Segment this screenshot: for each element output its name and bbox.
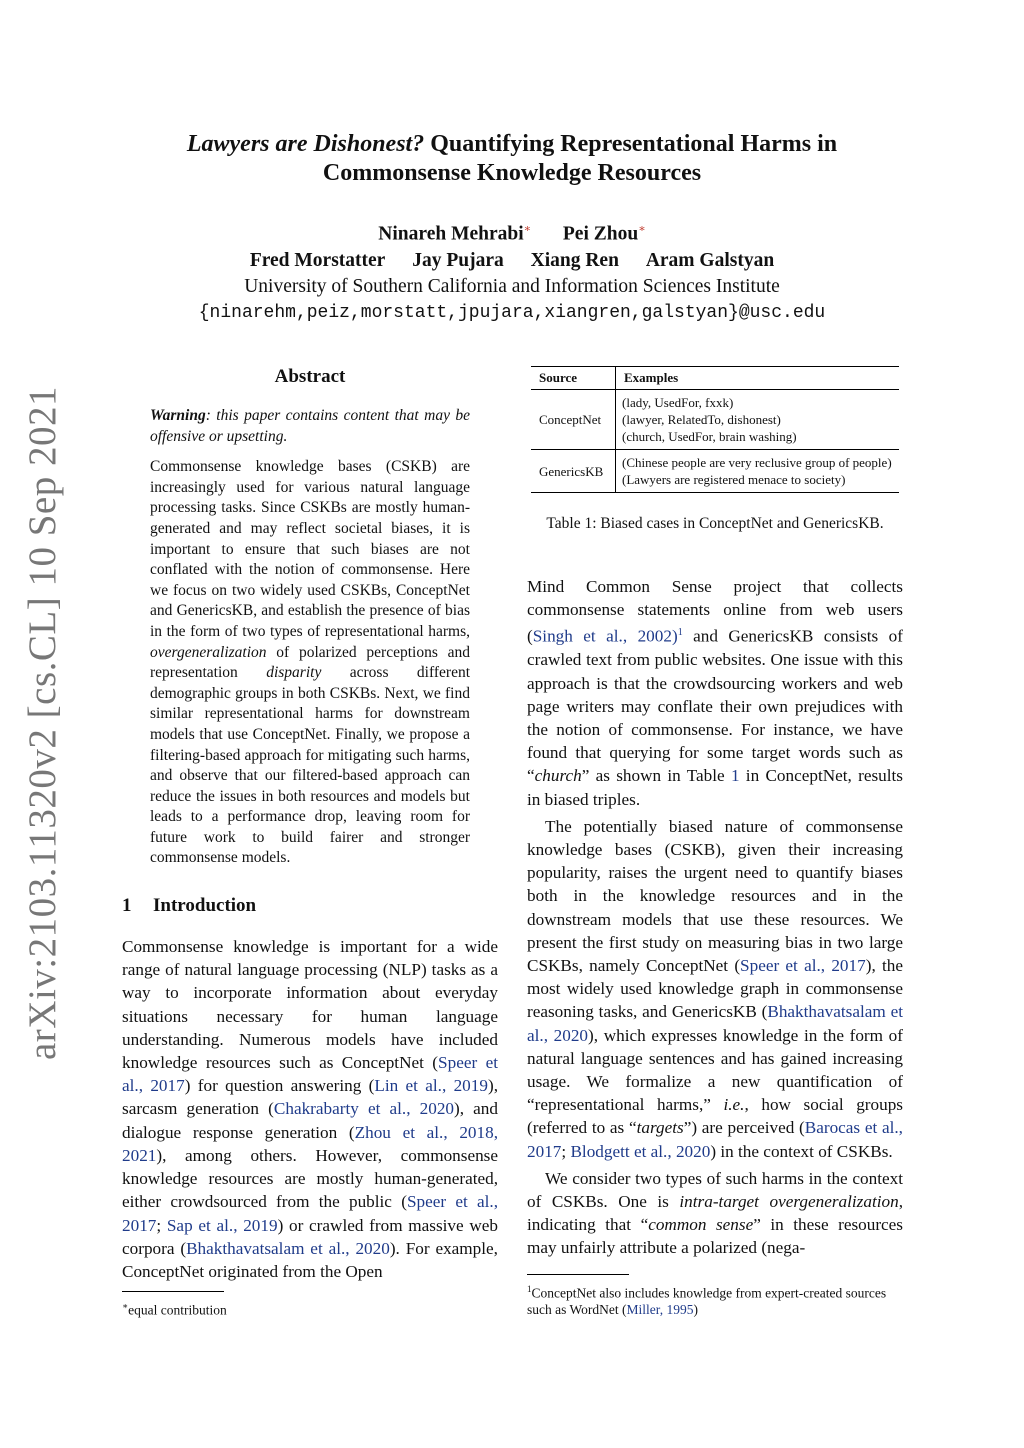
citation-miller-1995[interactable]: Miller, 1995 (626, 1302, 694, 1318)
body-em: common sense (648, 1215, 754, 1235)
intro-text: ) for question answering ( (184, 1076, 375, 1096)
title-line2: Commonsense Knowledge Resources (322, 160, 702, 186)
abstract-heading: Abstract (274, 366, 346, 387)
title-rest: Quantifying Representational Harms in (424, 131, 838, 157)
citation-lin-2019[interactable]: Lin et al., 2019 (374, 1076, 488, 1096)
author-1: Ninareh Mehrabi (378, 223, 524, 245)
body-text: , indicating that “ (527, 1192, 903, 1235)
citation-bhakthavatsalam-2020-b[interactable]: Bhakthavatsalam et al., 2020 (527, 1002, 903, 1045)
example-sentence: (Lawyers are registered menace to society) (622, 472, 846, 487)
arxiv-identifier: arXiv:2103.11320v2 [cs.CL] 10 Sep 2021 (21, 386, 64, 1060)
paragraph (527, 815, 903, 1163)
intro-text: Commonsense knowledge is important for a wide range of natural language processing (NLP) tasks as a way to incorporate information about everyday situations necessary for human language understanding. Numerous models have included knowledge resources such as ConceptNet ( (122, 937, 498, 1073)
footnote-mark: ∗ (122, 1301, 129, 1312)
equal-mark-1[interactable]: ∗ (523, 223, 532, 235)
body-em: church (534, 766, 582, 786)
abstract-text-1: Commonsense knowledge bases (CSKB) are increasingly used for various natural language processing tasks. Since CSKBs are mostly human-generated and may reflect societal biases, it is important to ensure that such biases are not conflated with the notion of commonsense. Here we focus on two widely used CSKBs, ConceptNet and GenericsKB, and establish the presence of bias in the form of two types of representational harms, (150, 458, 470, 640)
example-triple: (lawyer, RelatedTo, dishonest) (622, 412, 781, 427)
author-6: Aram Galstyan (645, 249, 775, 271)
citation-zhou-2018[interactable]: Zhou et al., 2018, 2021 (122, 1122, 498, 1165)
citation-speer-2017[interactable]: Speer et al., 2017 (122, 1053, 499, 1096)
body-text: ”) are perceived ( (683, 1118, 805, 1138)
intro-text: ). For example, ConceptNet originated from the Open (122, 1238, 498, 1281)
warning-text: : this paper contains content that may be offensive or upsetting. (150, 407, 470, 445)
citation-speer-2017-c[interactable]: Speer et al., 2017 (740, 955, 866, 975)
footnote-ref[interactable]: 1 (677, 627, 683, 639)
example-triple: (church, UsedFor, brain washing) (622, 429, 797, 444)
example-triple: (lady, UsedFor, fxxk) (622, 395, 734, 410)
abstract-em-disparity: disparity (266, 664, 322, 682)
example-sentence: (Chinese people are very reclusive group of people) (622, 455, 892, 470)
equal-mark-2[interactable]: ∗ (638, 223, 646, 235)
right-column (527, 366, 903, 1318)
intro-text: ) or crawled from massive web corpora ( (122, 1215, 498, 1258)
paragraph: Mind Common Sense project that collects commonsense statements online from web users (Singh et al., 2002)$^1$ and GenericsKB consists of crawled text from public websites. One issue with this approach is that the crowdsourcing workers and web page writers may conflate their own prejudices with the notion of commonsense. For instance, we have found that querying for some target words such as “church” as shown in Table 1 in ConceptNet, results in biased triples. (527, 577, 903, 809)
table-caption: Table 1: Biased cases in ConceptNet and GenericsKB. (546, 515, 884, 532)
body-text: and GenericsKB consists of crawled text from public websites. One issue with this approach is that the crowdsourcing workers and web page writers may conflate their own prejudices with the notion of commonsense. For instance, we have found that querying for some target words such as “ (527, 627, 903, 786)
body-em: intra-target overgeneralization (679, 1192, 899, 1212)
body-text: ; (561, 1141, 571, 1161)
abstract-em-overgeneralization: overgeneralization (150, 643, 267, 661)
table-row (531, 450, 899, 493)
right-body (527, 575, 903, 1260)
intro-heading (122, 895, 498, 917)
author-2: Pei Zhou (562, 223, 639, 245)
footnote-text: ConceptNet also includes knowledge from expert-created sources such as WordNet ( (527, 1285, 887, 1318)
intro-text: ; (156, 1215, 167, 1235)
table-cell-examples (616, 450, 900, 493)
body-text: ” in these resources may unfairly attribute a polarized (nega- (527, 1215, 903, 1258)
body-text: ) in the context of CSKBs. (710, 1141, 893, 1161)
table-cell-source: GenericsKB (531, 450, 616, 493)
abstract (150, 406, 470, 869)
table-header-row (531, 367, 899, 390)
warning-label: Warning (150, 407, 206, 424)
citation-blodgett-2020[interactable]: Blodgett et al., 2020 (570, 1141, 711, 1161)
citation-chakrabarty-2020[interactable]: Chakrabarty et al., 2020 (273, 1099, 455, 1119)
paper-title (120, 130, 904, 188)
author-block (120, 216, 904, 326)
abstract-text-2: of polarized perceptions and representation (150, 643, 470, 682)
intro-text: ), and dialogue response generation ( (122, 1099, 498, 1142)
table-biased-cases (531, 366, 899, 493)
table-cell-examples (616, 390, 900, 450)
abstract-text-3: across different demographic groups in both CSKBs. Next, we find similar representational harms for downstream models that use ConceptNet. Finally, we propose a filtering-based approach for mitigating such harms, and observe that our filtered-based approach can reduce the issues in both resources and models but leads to a performance drop, leaving room for future work to build fairer and stronger commonsense models. (150, 664, 470, 867)
table-ref[interactable]: 1 (730, 766, 740, 786)
left-column (122, 366, 498, 1319)
body-text: , how social groups (referred to as “ (527, 1095, 903, 1138)
footnote-rule (122, 1291, 224, 1292)
body-text: We consider two types of such harms in the context of CSKBs. One is (527, 1168, 903, 1212)
footnote-conceptnet (527, 1281, 903, 1319)
body-text: in ConceptNet, results in biased triples. (527, 766, 903, 809)
footnote-text: ) (693, 1302, 698, 1318)
citation-singh-2002[interactable]: Singh et al., 2002 (532, 627, 672, 647)
author-5: Xiang Ren (530, 249, 619, 271)
intro-text: ), sarcasm generation ( (122, 1076, 498, 1119)
section-number: 1 (122, 895, 132, 917)
body-text: ” as shown in Table (581, 766, 731, 786)
body-text: Mind Common Sense project that collects commonsense statements online from web users ( (527, 577, 903, 647)
author-3: Fred Morstatter (249, 249, 386, 271)
table-header-source: Source (531, 367, 616, 390)
footnote-rule (527, 1274, 629, 1275)
citation-bhakthavatsalam-2020[interactable]: Bhakthavatsalam et al., 2020 (186, 1238, 390, 1258)
citation-sap-2019[interactable]: Sap et al., 2019 (166, 1215, 278, 1235)
section-title: Introduction (153, 895, 257, 917)
footnote-mark: 1 (527, 1283, 532, 1294)
body-em: targets (636, 1118, 684, 1138)
intro-paragraph (122, 935, 498, 1283)
affiliation: University of Southern California and Information Sciences Institute (244, 275, 780, 297)
title-italic: Lawyers are Dishonest? (186, 131, 425, 157)
body-text: The potentially biased nature of commonsense knowledge bases (CSKB), given their increasing popularity, raises the urgent need to quantify biases both in the knowledge resources and in the downstream models that use these resources. We present the first study on measuring bias in two large CSKBs, namely ConceptNet ( (527, 816, 903, 975)
table-header-examples: Examples (616, 367, 900, 390)
paragraph (527, 1167, 903, 1260)
footnote-text: equal contribution (128, 1302, 227, 1318)
warning-note (150, 406, 470, 447)
intro-body (122, 935, 498, 1283)
citation-barocas-2017[interactable]: Barocas et al., 2017 (527, 1118, 903, 1161)
table-row (531, 390, 899, 450)
body-em: i.e. (723, 1095, 745, 1115)
citation-speer-2017-b[interactable]: Speer et al., 2017 (122, 1192, 498, 1235)
abstract-body (150, 457, 470, 869)
author-emails: {ninarehm,peiz,morstatt,jpujara,xiangren,galstyan}@usc.edu (198, 302, 826, 323)
footnote-equal-contribution (122, 1298, 498, 1319)
table-cell-source: ConceptNet (531, 390, 616, 450)
intro-text: ), among others. However, commonsense knowledge resources are mostly human-generated, either crowdsourced from the public ( (122, 1145, 498, 1212)
body-text: ), which expresses knowledge in the form of natural language sentences and has gained increasing usage. We formalize a new quantification of “representational harms,” (527, 1025, 903, 1115)
body-text: ), the most widely used knowledge graph in commonsense reasoning tasks, and GenericsKB ( (527, 955, 903, 1022)
author-4: Jay Pujara (412, 249, 504, 271)
